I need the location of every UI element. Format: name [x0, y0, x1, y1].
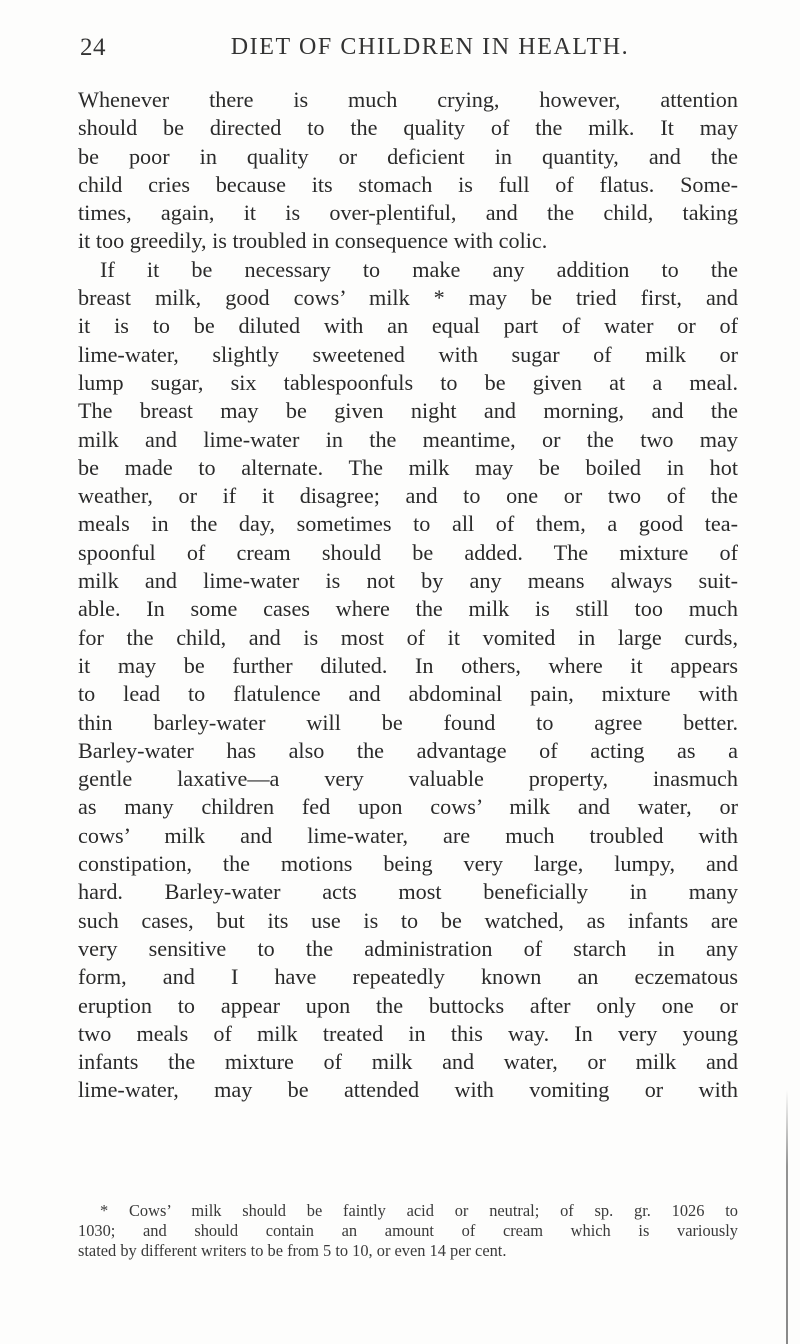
text-line: If it be necessary to make any addition to the: [100, 256, 738, 282]
text-line: cows’ milk and lime-water, are much troubled with: [78, 822, 738, 848]
text-line: two meals of milk treated in this way. In very young: [78, 1020, 738, 1046]
footnote-line: 1030; and should contain an amount of cream which is variously: [78, 1221, 738, 1240]
footnote: [78, 1201, 738, 1261]
text-line: Barley-water has also the advantage of acting as a: [78, 737, 738, 763]
text-line: should be directed to the quality of the milk. It may: [78, 115, 738, 141]
text-line: hard. Barley-water acts most beneficially in many: [78, 879, 738, 905]
running-head: [80, 34, 740, 70]
text-line: to lead to flatulence and abdominal pain, mixture with: [78, 681, 738, 707]
text-line: it too greedily, is troubled in consequence with colic.: [78, 228, 548, 254]
text-line: spoonful of cream should be added. The mixture of: [78, 539, 738, 565]
text-line: form, and I have repeatedly known an eczematous: [78, 964, 738, 990]
text-line: such cases, but its use is to be watched, as infants are: [78, 907, 738, 933]
text-line: it may be further diluted. In others, where it appears: [78, 652, 738, 678]
text-line: milk and lime-water is not by any means always suit-: [78, 568, 738, 594]
running-title: DIET OF CHILDREN IN HEALTH.: [230, 34, 630, 60]
text-line: infants the mixture of milk and water, or milk and: [78, 1049, 738, 1075]
text-line: lime-water, may be attended with vomiting or with: [78, 1077, 738, 1103]
text-line: able. In some cases where the milk is still too much: [78, 596, 738, 622]
text-line: it is to be diluted with an equal part of water or of: [78, 313, 738, 339]
text-line: be poor in quality or deficient in quantity, and the: [78, 143, 738, 169]
text-line: lime-water, slightly sweetened with sugar of milk or: [78, 341, 738, 367]
footnote-line: stated by different writers to be from 5 to 10, or even 14 per cent.: [78, 1241, 507, 1260]
text-line: constipation, the motions being very large, lumpy, and: [78, 851, 738, 877]
text-line: gentle laxative—a very valuable property, inasmuch: [78, 766, 738, 792]
text-line: times, again, it is over-plentiful, and the child, taking: [78, 200, 738, 226]
footnote-line: * Cows’ milk should be faintly acid or neutral; of sp. gr. 1026 to: [100, 1201, 738, 1220]
text-line: very sensitive to the administration of starch in any: [78, 935, 738, 961]
text-line: weather, or if it disagree; and to one or two of the: [78, 483, 738, 509]
text-line: be made to alternate. The milk may be boiled in hot: [78, 454, 738, 480]
text-line: eruption to appear upon the buttocks after only one or: [78, 992, 738, 1018]
page-number: 24: [80, 34, 106, 61]
text-line: milk and lime-water in the meantime, or the two may: [78, 426, 738, 452]
text-line: for the child, and is most of it vomited in large curds,: [78, 624, 738, 650]
text-line: meals in the day, sometimes to all of them, a good tea-: [78, 511, 738, 537]
body-text: [78, 86, 738, 1105]
scan-edge-shadow: [786, 1090, 788, 1344]
text-line: breast milk, good cows’ milk * may be tried first, and: [78, 285, 738, 311]
text-line: The breast may be given night and morning, and the: [78, 398, 738, 424]
text-line: thin barley-water will be found to agree better.: [78, 709, 738, 735]
text-line: Whenever there is much crying, however, attention: [78, 87, 738, 112]
text-line: lump sugar, six tablespoonfuls to be given at a meal.: [78, 369, 738, 395]
text-line: as many children fed upon cows’ milk and water, or: [78, 794, 738, 820]
text-line: child cries because its stomach is full of flatus. Some-: [78, 171, 738, 197]
